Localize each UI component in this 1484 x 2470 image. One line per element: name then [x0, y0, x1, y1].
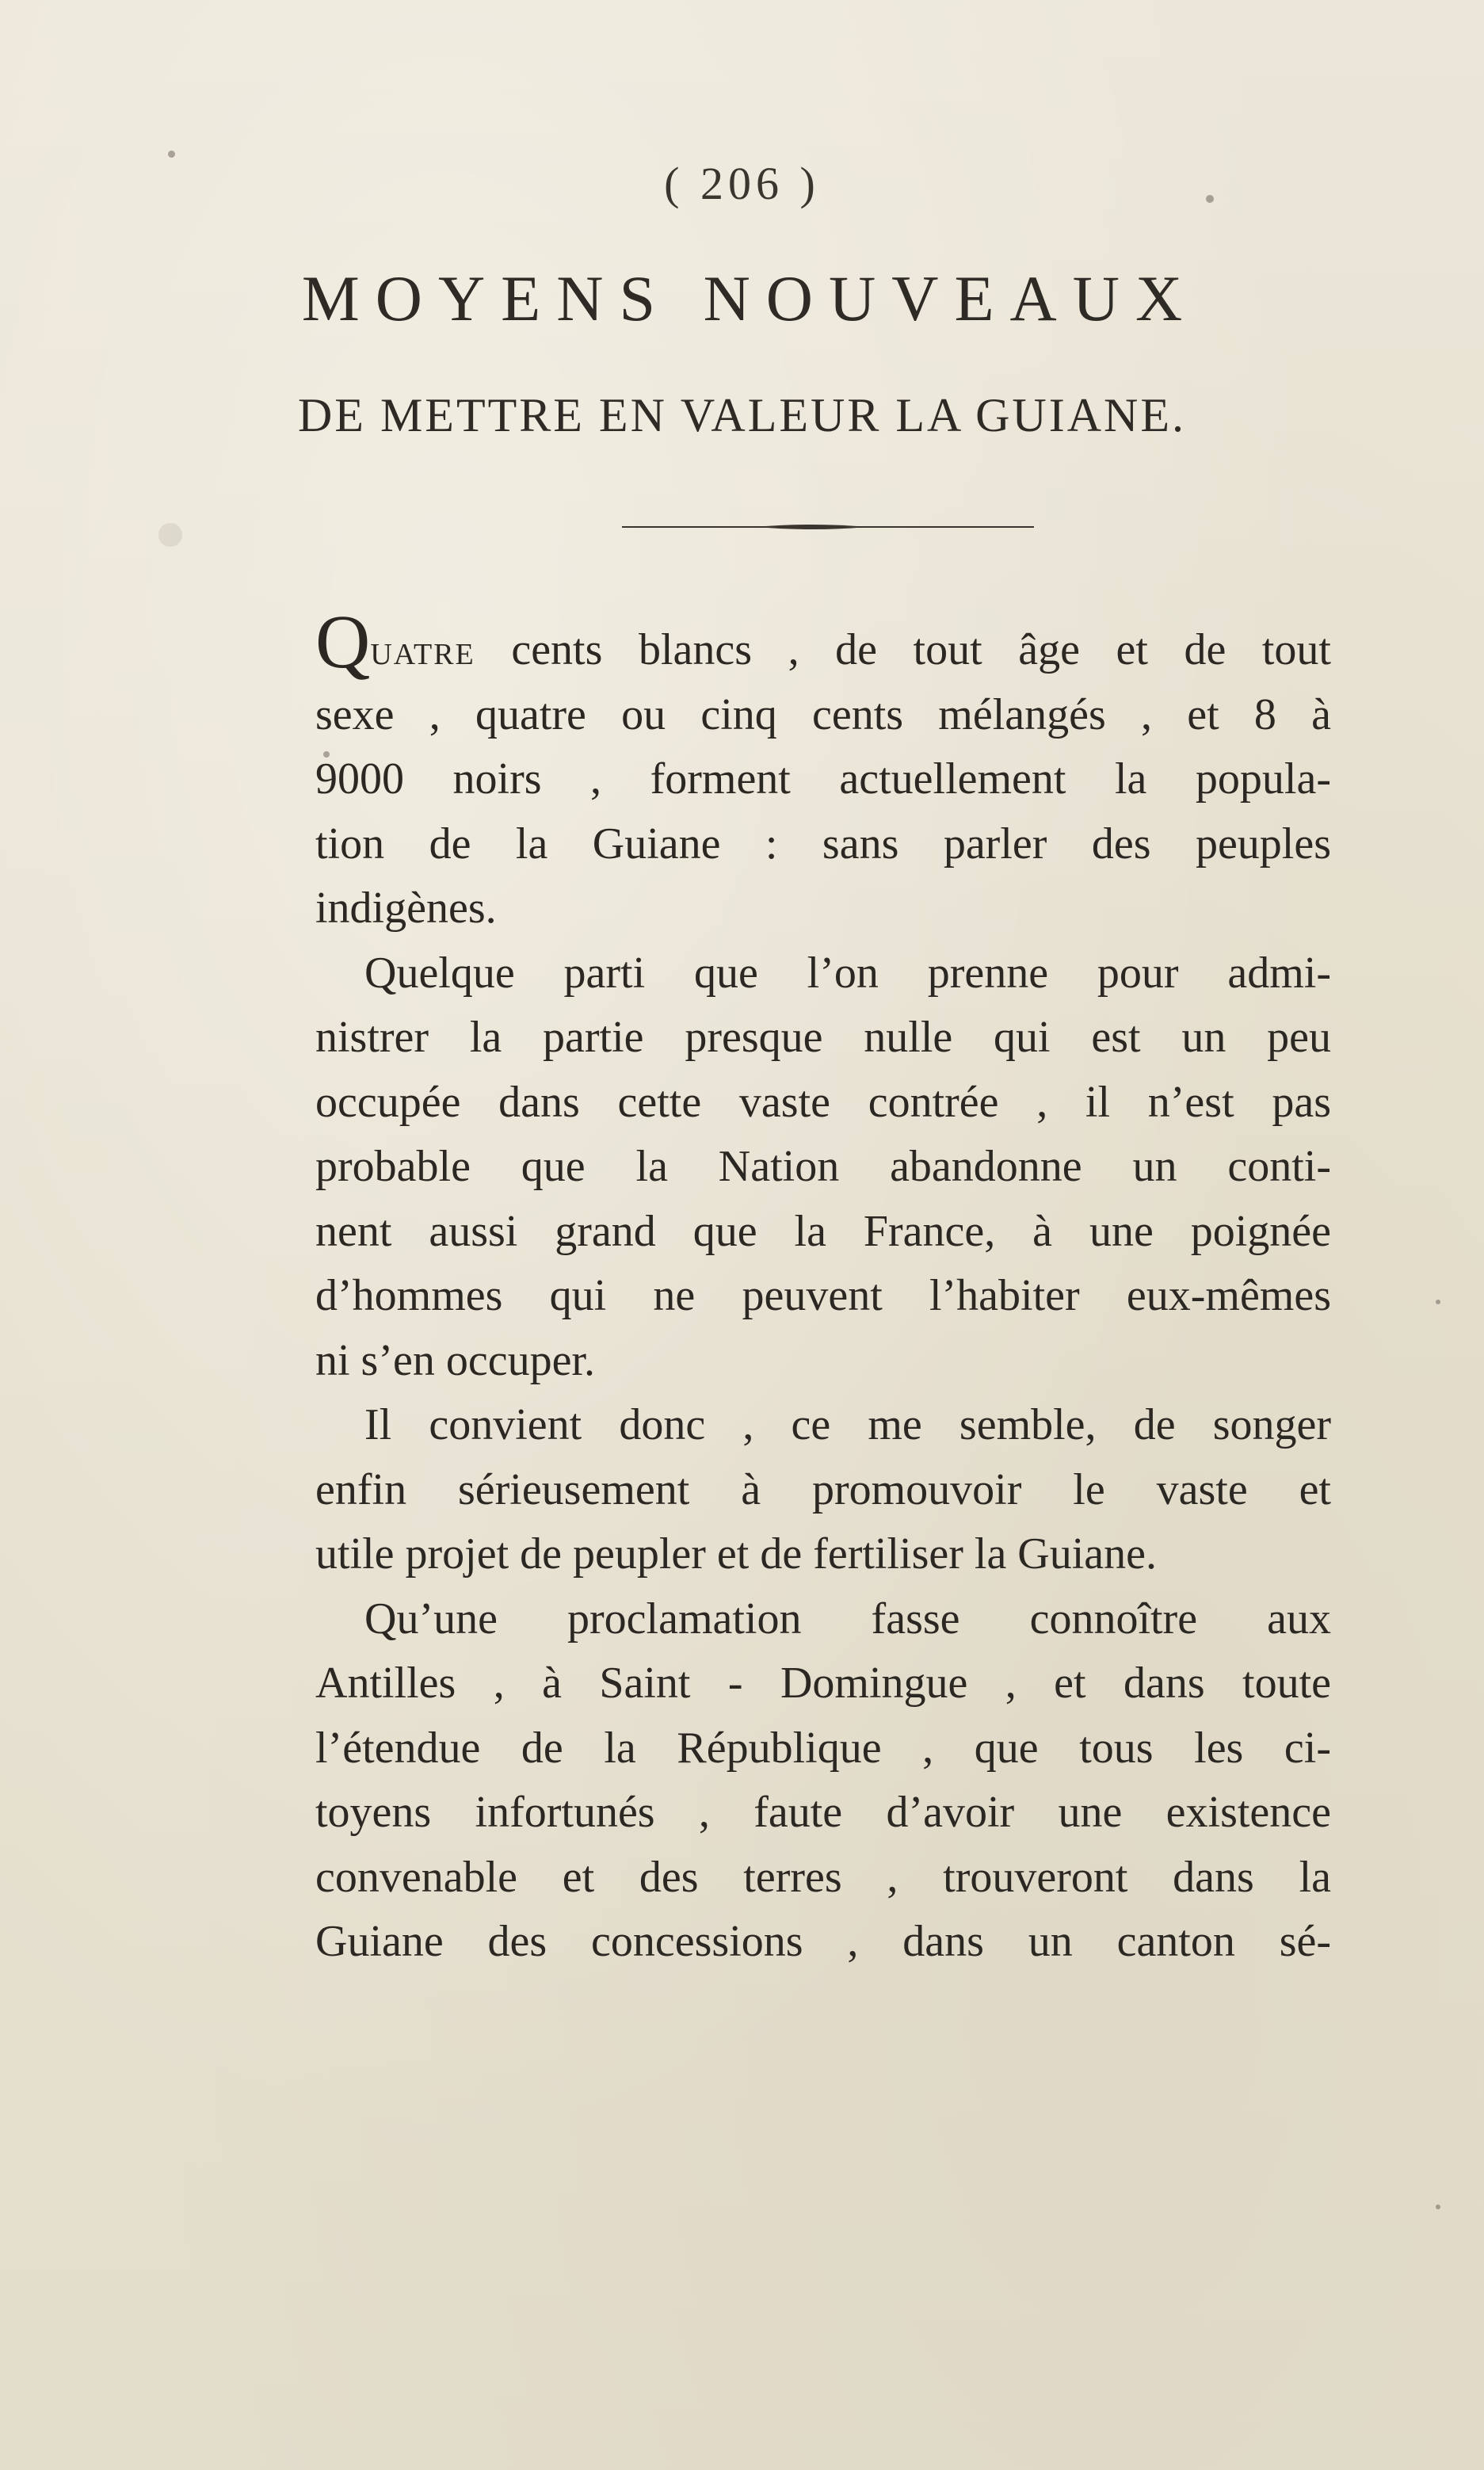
text-line-1 — [315, 599, 1331, 684]
chapter-subtitle: DE METTRE EN VALEUR LA GUIANE. — [297, 389, 1187, 441]
paper-speck — [1436, 1300, 1440, 1304]
text-line: utile projet de peupler et de fertiliser la Guiane. — [315, 1529, 1158, 1579]
decorative-rule — [622, 521, 1034, 533]
text-line: Antilles , à Saint - Domingue , et dans toute — [315, 1659, 1331, 1708]
body-text — [315, 599, 1331, 1975]
drop-cap: Q — [315, 599, 371, 684]
text-line: enfin sérieusement à promouvoir le vaste et — [315, 1464, 1331, 1514]
text-line: nistrer la partie presque nulle qui est un peu — [315, 1013, 1331, 1062]
page-number: ( 206 ) — [664, 158, 820, 209]
text-line: tion de la Guiane : sans parler des peuples — [315, 819, 1331, 869]
text-line: indigènes. — [315, 884, 497, 933]
text-line: occupée dans cette vaste contrée , il n’est pas — [315, 1077, 1331, 1127]
small-caps-word: UATRE — [370, 638, 475, 671]
text-line: convenable et des terres , trouveront dans la — [315, 1852, 1331, 1902]
text-line: l’étendue de la République , que tous les ci- — [315, 1723, 1331, 1773]
text-line: sexe , quatre ou cinq cents mélangés , et 8 à — [315, 689, 1331, 739]
text-line: nent aussi grand que la France, à une poignée — [315, 1206, 1331, 1256]
chapter-title: MOYENS NOUVEAUX — [301, 262, 1199, 334]
text-line: Qu’une proclamation fasse connoître aux — [364, 1594, 1331, 1643]
text-line: ni s’en occuper. — [315, 1335, 595, 1385]
text-line: Quelque parti que l’on prenne pour admi- — [364, 948, 1331, 998]
paper-speck — [158, 523, 182, 547]
text-line: Guiane des concessions , dans un canton sé- — [315, 1917, 1331, 1966]
paper-speck — [1436, 2205, 1440, 2209]
text-line: toyens infortunés , faute d’avoir une existence — [315, 1788, 1331, 1837]
text-line: Il convient donc , ce me semble, de songer — [364, 1400, 1331, 1449]
text-line: 9000 noirs , forment actuellement la popula- — [315, 754, 1331, 804]
text-line: d’hommes qui ne peuvent l’habiter eux-mêmes — [315, 1271, 1331, 1320]
text-line: cents blancs , de tout âge et de tout — [475, 625, 1331, 674]
text-line: probable que la Nation abandonne un conti- — [315, 1142, 1331, 1191]
